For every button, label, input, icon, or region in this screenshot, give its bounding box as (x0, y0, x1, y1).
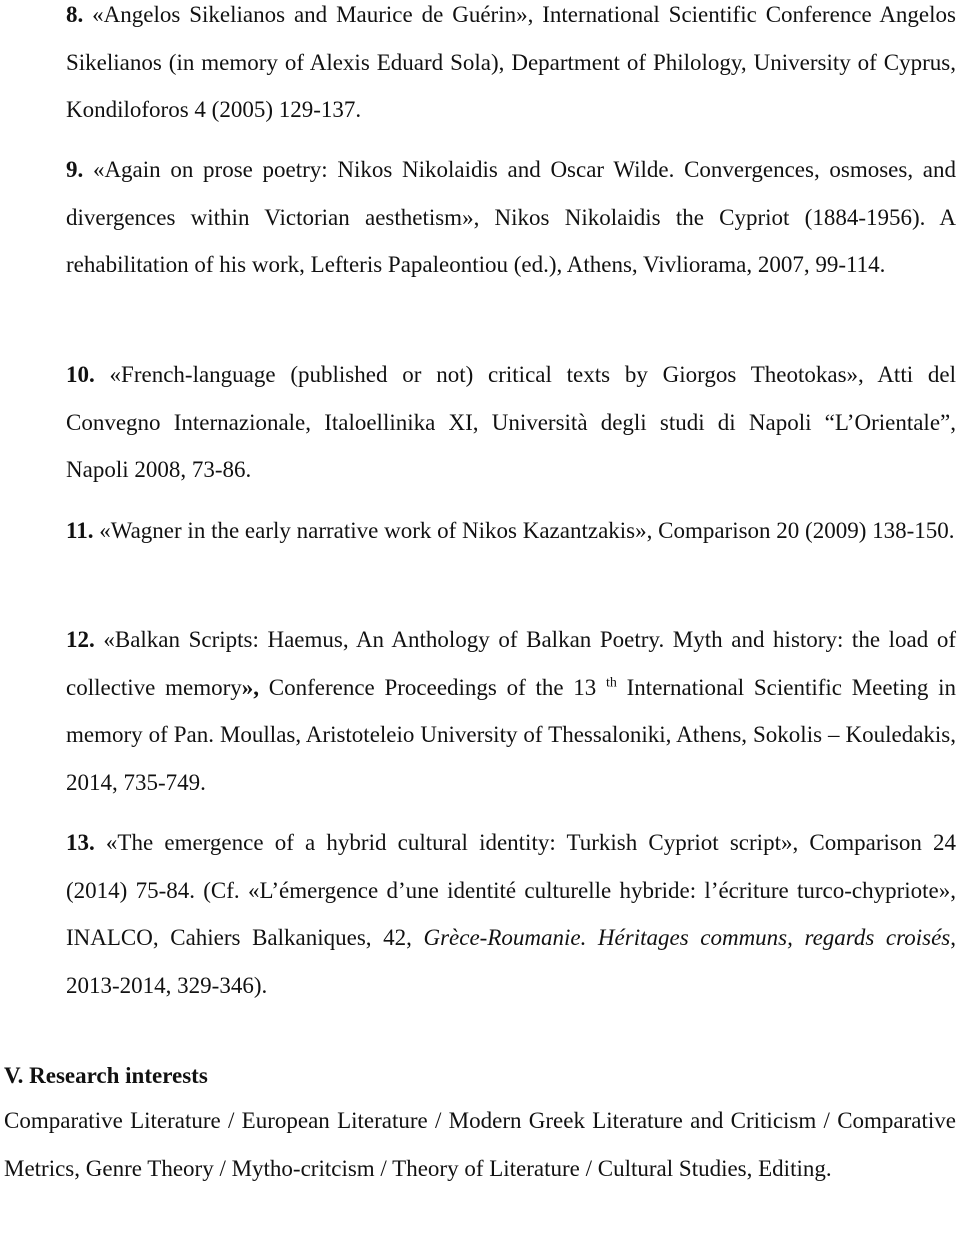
entry-text: «Again on prose poetry: Nikos Nikolaidis and Oscar Wilde. Convergences, osmoses, and divergences within Victorian aesthetism», Nikos Nikolaidis the Cypriot (1884-1956). A rehabilitation of his work, Lefteris Papaleontiou (ed.), Athens, Vivliorama, 2007, 99-114. (66, 157, 956, 277)
entry-text-part: , 2013-2014, 329-346). (66, 925, 956, 998)
research-interests-text: Comparative Literature / European Literature / Modern Greek Literature and Criticism / Comparative Metrics, Genre Theory / Mytho-critcism / Theory of Literature / Cultural Studies, Editing. (4, 1108, 956, 1181)
entry-text: «French-language (published or not) critical texts by Giorgos Theotokas», Atti del Convegno Internazionale, Italoellinika XI, Università degli studi di Napoli “L’Orientale”, Napoli 2008, 73-86. (66, 362, 956, 482)
entry-text-part: «Balkan Scripts: Haemus, An Anthology of Balkan Poetry. Myth and history: the load of collective memory (66, 627, 956, 700)
entry-text: «Wagner in the early narrative work of Nikos Kazantzakis», Comparison 20 (2009) 138-150. (93, 518, 955, 543)
publication-entry-8 (66, 0, 956, 134)
ordinal-superscript: th (606, 674, 617, 690)
entry-number: 8. (66, 2, 84, 27)
entry-text-part: International Scientific Meeting in memory of Pan. Moullas, Aristoteleio University of Thessaloniki, Athens, Sokolis – Kouledakis, 2014, 735-749. (66, 674, 956, 795)
section-heading: V. Research interests (4, 1063, 208, 1088)
entry-number: 10. (66, 362, 95, 387)
entry-number: 11. (66, 518, 94, 543)
italic-title: Grèce-Roumanie. Héritages communs, regards croisés (423, 925, 951, 950)
entry-text: «Angelos Sikelianos and Maurice de Guérin», International Scientific Conference Angelos Sikelianos (in memory of Alexis Eduard Sola), Department of Philology, University of Cyprus, Kondiloforos 4 (2005) 129-137. (66, 2, 956, 122)
publication-entry-12 (66, 616, 956, 806)
entry-text-part: Conference Proceedings of the 13 (259, 674, 607, 700)
entry-number: 13. (66, 830, 95, 855)
entry-text-part: «The emergence of a hybrid cultural identity: Turkish Cypriot script», Comparison 24 (2014) 75-84. (Cf. «L’émergence d’une identité culturelle hybride: l’écriture turco-chypriote», INALCO, Cahiers Balkaniques, 42, (66, 830, 956, 950)
closing-quote: », (241, 674, 260, 700)
publication-entry-10 (66, 351, 956, 494)
entry-number: 9. (66, 157, 84, 182)
publication-entry-11 (66, 507, 956, 555)
publication-entry-13 (66, 819, 956, 1009)
entry-number: 12. (66, 627, 95, 652)
publication-entry-9 (66, 146, 956, 289)
